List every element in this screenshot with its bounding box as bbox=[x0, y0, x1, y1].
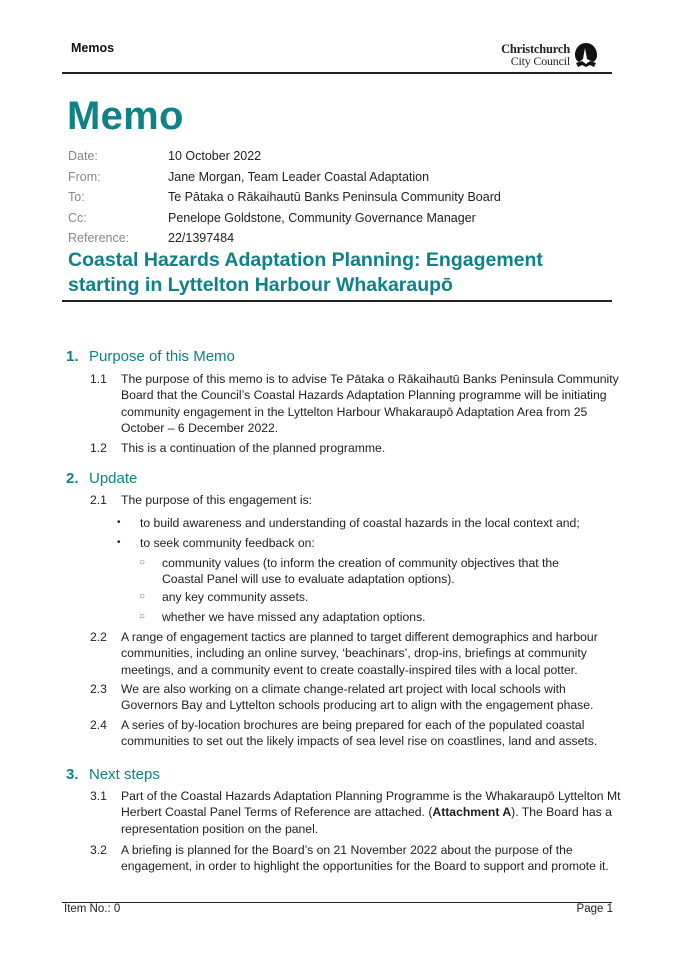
header-section-label: Memos bbox=[71, 41, 115, 55]
paragraph-2-1 bbox=[90, 492, 621, 508]
footer-rule bbox=[62, 902, 612, 903]
paragraph-number: 2.2 bbox=[90, 630, 107, 644]
sub-bullet-text: community values (to inform the creation of community objectives that the Coastal Panel will use to evaluate adaptation options). bbox=[162, 556, 559, 587]
footer-page-number: Page 1 bbox=[576, 903, 613, 915]
bullet-item bbox=[115, 515, 580, 531]
meta-value: 10 October 2022 bbox=[168, 149, 262, 164]
paragraph-3-2 bbox=[90, 842, 621, 875]
paragraph-text-after: ). The Board has a representation position on the panel. bbox=[121, 805, 612, 836]
bullet-icon: • bbox=[117, 517, 121, 528]
section-title: Purpose of this Memo bbox=[89, 348, 235, 365]
section-heading-3 bbox=[66, 766, 160, 783]
memo-title: Memo bbox=[67, 94, 184, 138]
section-heading-1 bbox=[66, 348, 235, 365]
sub-bullet-item bbox=[135, 555, 602, 588]
paragraph-number: 2.4 bbox=[90, 718, 107, 732]
paragraph-text: We are also working on a climate change-related art project with local schools with Governors Bay and Lyttelton schools producing art to align with the engagement phase. bbox=[121, 682, 594, 713]
meta-label: Reference: bbox=[68, 231, 130, 246]
paragraph-number: 1.2 bbox=[90, 441, 107, 455]
paragraph-text: A series of by-location brochures are being prepared for each of the populated coastal communities to set out the likely impacts of sea level rise on coastlines, land and assets. bbox=[121, 718, 598, 749]
circle-bullet-icon: ○ bbox=[139, 611, 146, 622]
paragraph-number: 3.2 bbox=[90, 843, 107, 857]
paragraph-number: 1.1 bbox=[90, 372, 107, 386]
bullet-text: to build awareness and understanding of coastal hazards in the local context and; bbox=[140, 516, 580, 530]
meta-value: Penelope Goldstone, Community Governance Manager bbox=[168, 210, 476, 225]
logo-line-1: Christchurch bbox=[501, 42, 570, 56]
footer-item-number: Item No.: 0 bbox=[64, 903, 121, 915]
meta-value: 22/1397484 bbox=[168, 231, 235, 246]
circle-bullet-icon: ○ bbox=[139, 557, 146, 568]
meta-row-from bbox=[68, 167, 501, 188]
subject-rule bbox=[62, 300, 612, 302]
council-logo bbox=[498, 42, 600, 68]
section-heading-2 bbox=[66, 470, 137, 487]
sub-bullet-text: whether we have missed any adaptation options. bbox=[162, 610, 426, 624]
meta-label: Date: bbox=[68, 149, 98, 164]
meta-label: Cc: bbox=[68, 210, 87, 225]
meta-row-cc bbox=[68, 208, 501, 229]
circle-bullet-icon: ○ bbox=[139, 591, 146, 602]
paragraph-2-2 bbox=[90, 629, 621, 678]
paragraph-text: The purpose of this memo is to advise Te Pātaka o Rākaihautū Banks Peninsula Community Board that the Council’s Coastal Hazards Adaptation Planning programme will be initiating community engagement in the Lyttelton Harbour Whakaraupō Adaptation Area from 25 October – 6 December 2022. bbox=[121, 372, 619, 435]
section-title: Update bbox=[89, 470, 138, 487]
paragraph-1-1 bbox=[90, 371, 621, 436]
paragraph-number: 2.3 bbox=[90, 682, 107, 696]
attachment-reference: Attachment A bbox=[432, 805, 512, 820]
meta-row-date bbox=[68, 146, 501, 167]
section-number: 3. bbox=[66, 766, 79, 783]
paragraph-text bbox=[121, 788, 621, 837]
meta-value: Jane Morgan, Team Leader Coastal Adaptation bbox=[168, 169, 430, 184]
paragraph-number: 2.1 bbox=[90, 493, 107, 507]
bullet-item bbox=[115, 535, 315, 551]
meta-row-to bbox=[68, 187, 501, 208]
section-title: Next steps bbox=[89, 766, 160, 783]
paragraph-text: This is a continuation of the planned programme. bbox=[121, 441, 386, 455]
sub-bullet-text: any key community assets. bbox=[162, 590, 309, 604]
sub-bullet-item bbox=[135, 589, 602, 605]
bullet-icon: • bbox=[117, 537, 121, 548]
meta-label: To: bbox=[68, 190, 85, 205]
paragraph-text: The purpose of this engagement is: bbox=[121, 493, 313, 507]
paragraph-2-4 bbox=[90, 717, 621, 750]
section-number: 2. bbox=[66, 470, 79, 487]
logo-line-2: City Council bbox=[510, 54, 570, 68]
paragraph-text: A briefing is planned for the Board’s on 21 November 2022 about the purpose of the engagement, in order to highlight the opportunities for the Board to support and promote it. bbox=[121, 843, 609, 874]
paragraph-text: A range of engagement tactics are planned to target different demographics and harbour communities, including an online survey, ‘beachinars’, drop-ins, briefings at community meetings, and a community event to create coastally-inspired tiles with a local potter. bbox=[121, 630, 598, 677]
bullet-text: to seek community feedback on: bbox=[140, 536, 315, 550]
paragraph-text-before: Part of the Coastal Hazards Adaptation Planning Programme is the Whakaraupō Lyttelton Mt Herbert Coastal Panel Terms of Reference are attached. ( bbox=[121, 789, 621, 820]
memo-meta bbox=[68, 146, 501, 249]
section-number: 1. bbox=[66, 348, 79, 365]
meta-row-reference bbox=[68, 228, 501, 249]
sub-bullet-item bbox=[135, 609, 602, 625]
paragraph-3-1 bbox=[90, 788, 621, 837]
paragraph-number: 3.1 bbox=[90, 789, 107, 803]
paragraph-1-2 bbox=[90, 440, 621, 456]
paragraph-2-3 bbox=[90, 681, 621, 714]
meta-label: From: bbox=[68, 169, 101, 184]
council-logo-icon bbox=[574, 42, 598, 68]
meta-value: Te Pātaka o Rākaihautū Banks Peninsula Community Board bbox=[168, 190, 501, 205]
header-rule bbox=[62, 72, 612, 74]
memo-subject: Coastal Hazards Adaptation Planning: Engagement starting in Lyttelton Harbour Whakaraupō bbox=[68, 249, 543, 296]
